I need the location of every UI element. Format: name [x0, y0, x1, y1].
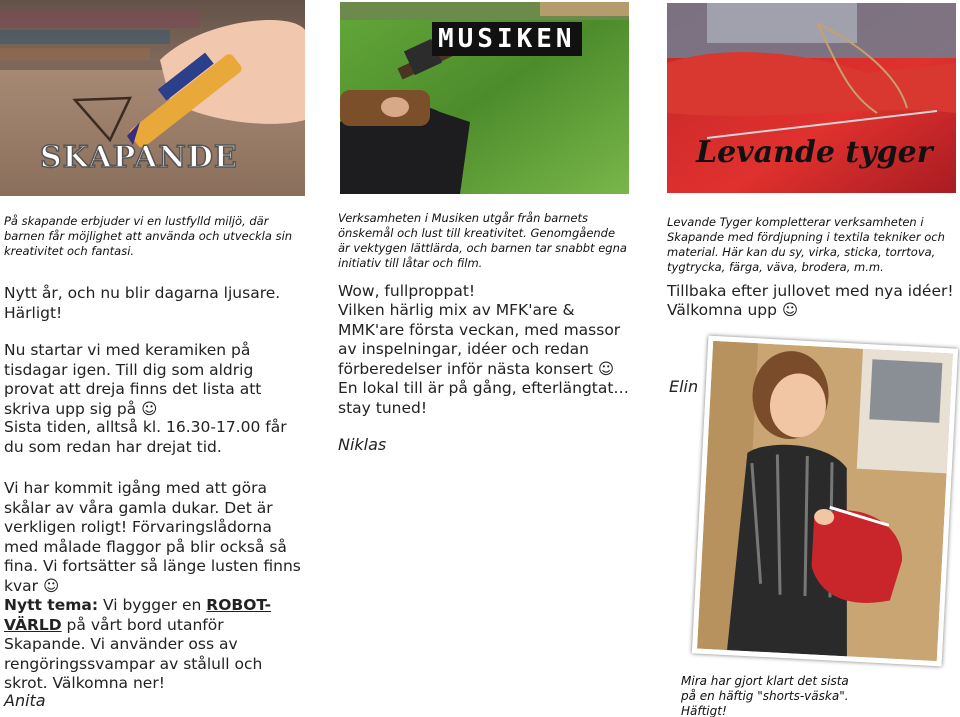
musiken-paragraph-1: Wow, fullproppat!: [338, 282, 476, 300]
levande-tyger-signature: Elin: [669, 377, 699, 396]
skapande-paragraph-1a: Nytt år, och nu blir dagarna ljusare.: [4, 284, 281, 302]
skapande-theme-paragraph: [4, 596, 304, 694]
skapande-paragraph-1b: Härligt!: [4, 304, 63, 322]
theme-label: Nytt tema:: [4, 596, 99, 614]
theme-post: på vårt bord utanför Skapande. Vi använder oss av rengöringssvampar av stålull och skrot. Välkomna ner!: [4, 615, 263, 692]
skapande-intro: På skapande erbjuder vi en lustfylld miljö, där barnen får möjlighet att använda och utveckla sin kreativitet och fantasi.: [4, 214, 293, 258]
robot-varld-link[interactable]: ROBOT-VÄRLD: [4, 596, 272, 634]
musiken-intro: Verksamheten i Musiken utgår från barnets önskemål och lust till kreativitet. Genomgående är vektygen lättlärda, och barnen tar snabbt egna initiativ till låtar och film.: [338, 211, 627, 270]
levande-tyger-banner-title: Levande tyger: [696, 135, 933, 170]
levande-tyger-intro: Levande Tyger kompletterar verksamheten i Skapande med fördjupning i textila tekniker och material. Här kan du sy, virka, sticka, torrtova, tygtrycka, färga, väva, brodera, m.m.: [667, 215, 945, 274]
musiken-paragraph-3: En lokal till är på gång, efterlängtat… stay tuned!: [338, 379, 629, 417]
skapande-signature: Anita: [4, 691, 46, 710]
theme-pre: Vi bygger en: [98, 596, 207, 614]
photo-caption: Mira har gjort klart det sista på en häftig "shorts-väska". Häftigt!: [681, 674, 849, 717]
skapande-banner-title: SKAPANDE: [40, 140, 238, 175]
skapande-paragraph-3: Sista tiden, alltså kl. 16.30-17.00 får du som redan har drejat tid.: [4, 418, 287, 456]
musiken-banner-title: MUSIKEN: [432, 22, 582, 56]
levande-tyger-paragraph-1: Tillbaka efter jullovet med nya idéer!: [667, 282, 954, 300]
skapande-paragraph-4: Vi har kommit igång med att göra skålar av våra gamla dukar. Det är verkligen roligt! Förvaringslådorna med målade flaggor på blir också så fina. Vi fortsätter så länge lusten finns kvar ☺: [4, 479, 301, 595]
musiken-signature: Niklas: [338, 435, 387, 454]
girl-with-red-bag-illustration: [697, 341, 953, 661]
girl-shorts-bag-photo: [692, 336, 958, 667]
levande-tyger-paragraph-2: Välkomna upp ☺: [667, 301, 799, 319]
musiken-paragraph-2: Vilken härlig mix av MFK'are & MMK'are första veckan, med massor av inspelningar, idéer och redan förberedelser inför nästa konsert ☺: [338, 301, 621, 378]
skapande-paragraph-2: Nu startar vi med keramiken på tisdagar igen. Till dig som aldrig provat att dreja finns det lista att skriva upp sig på ☺: [4, 341, 262, 418]
